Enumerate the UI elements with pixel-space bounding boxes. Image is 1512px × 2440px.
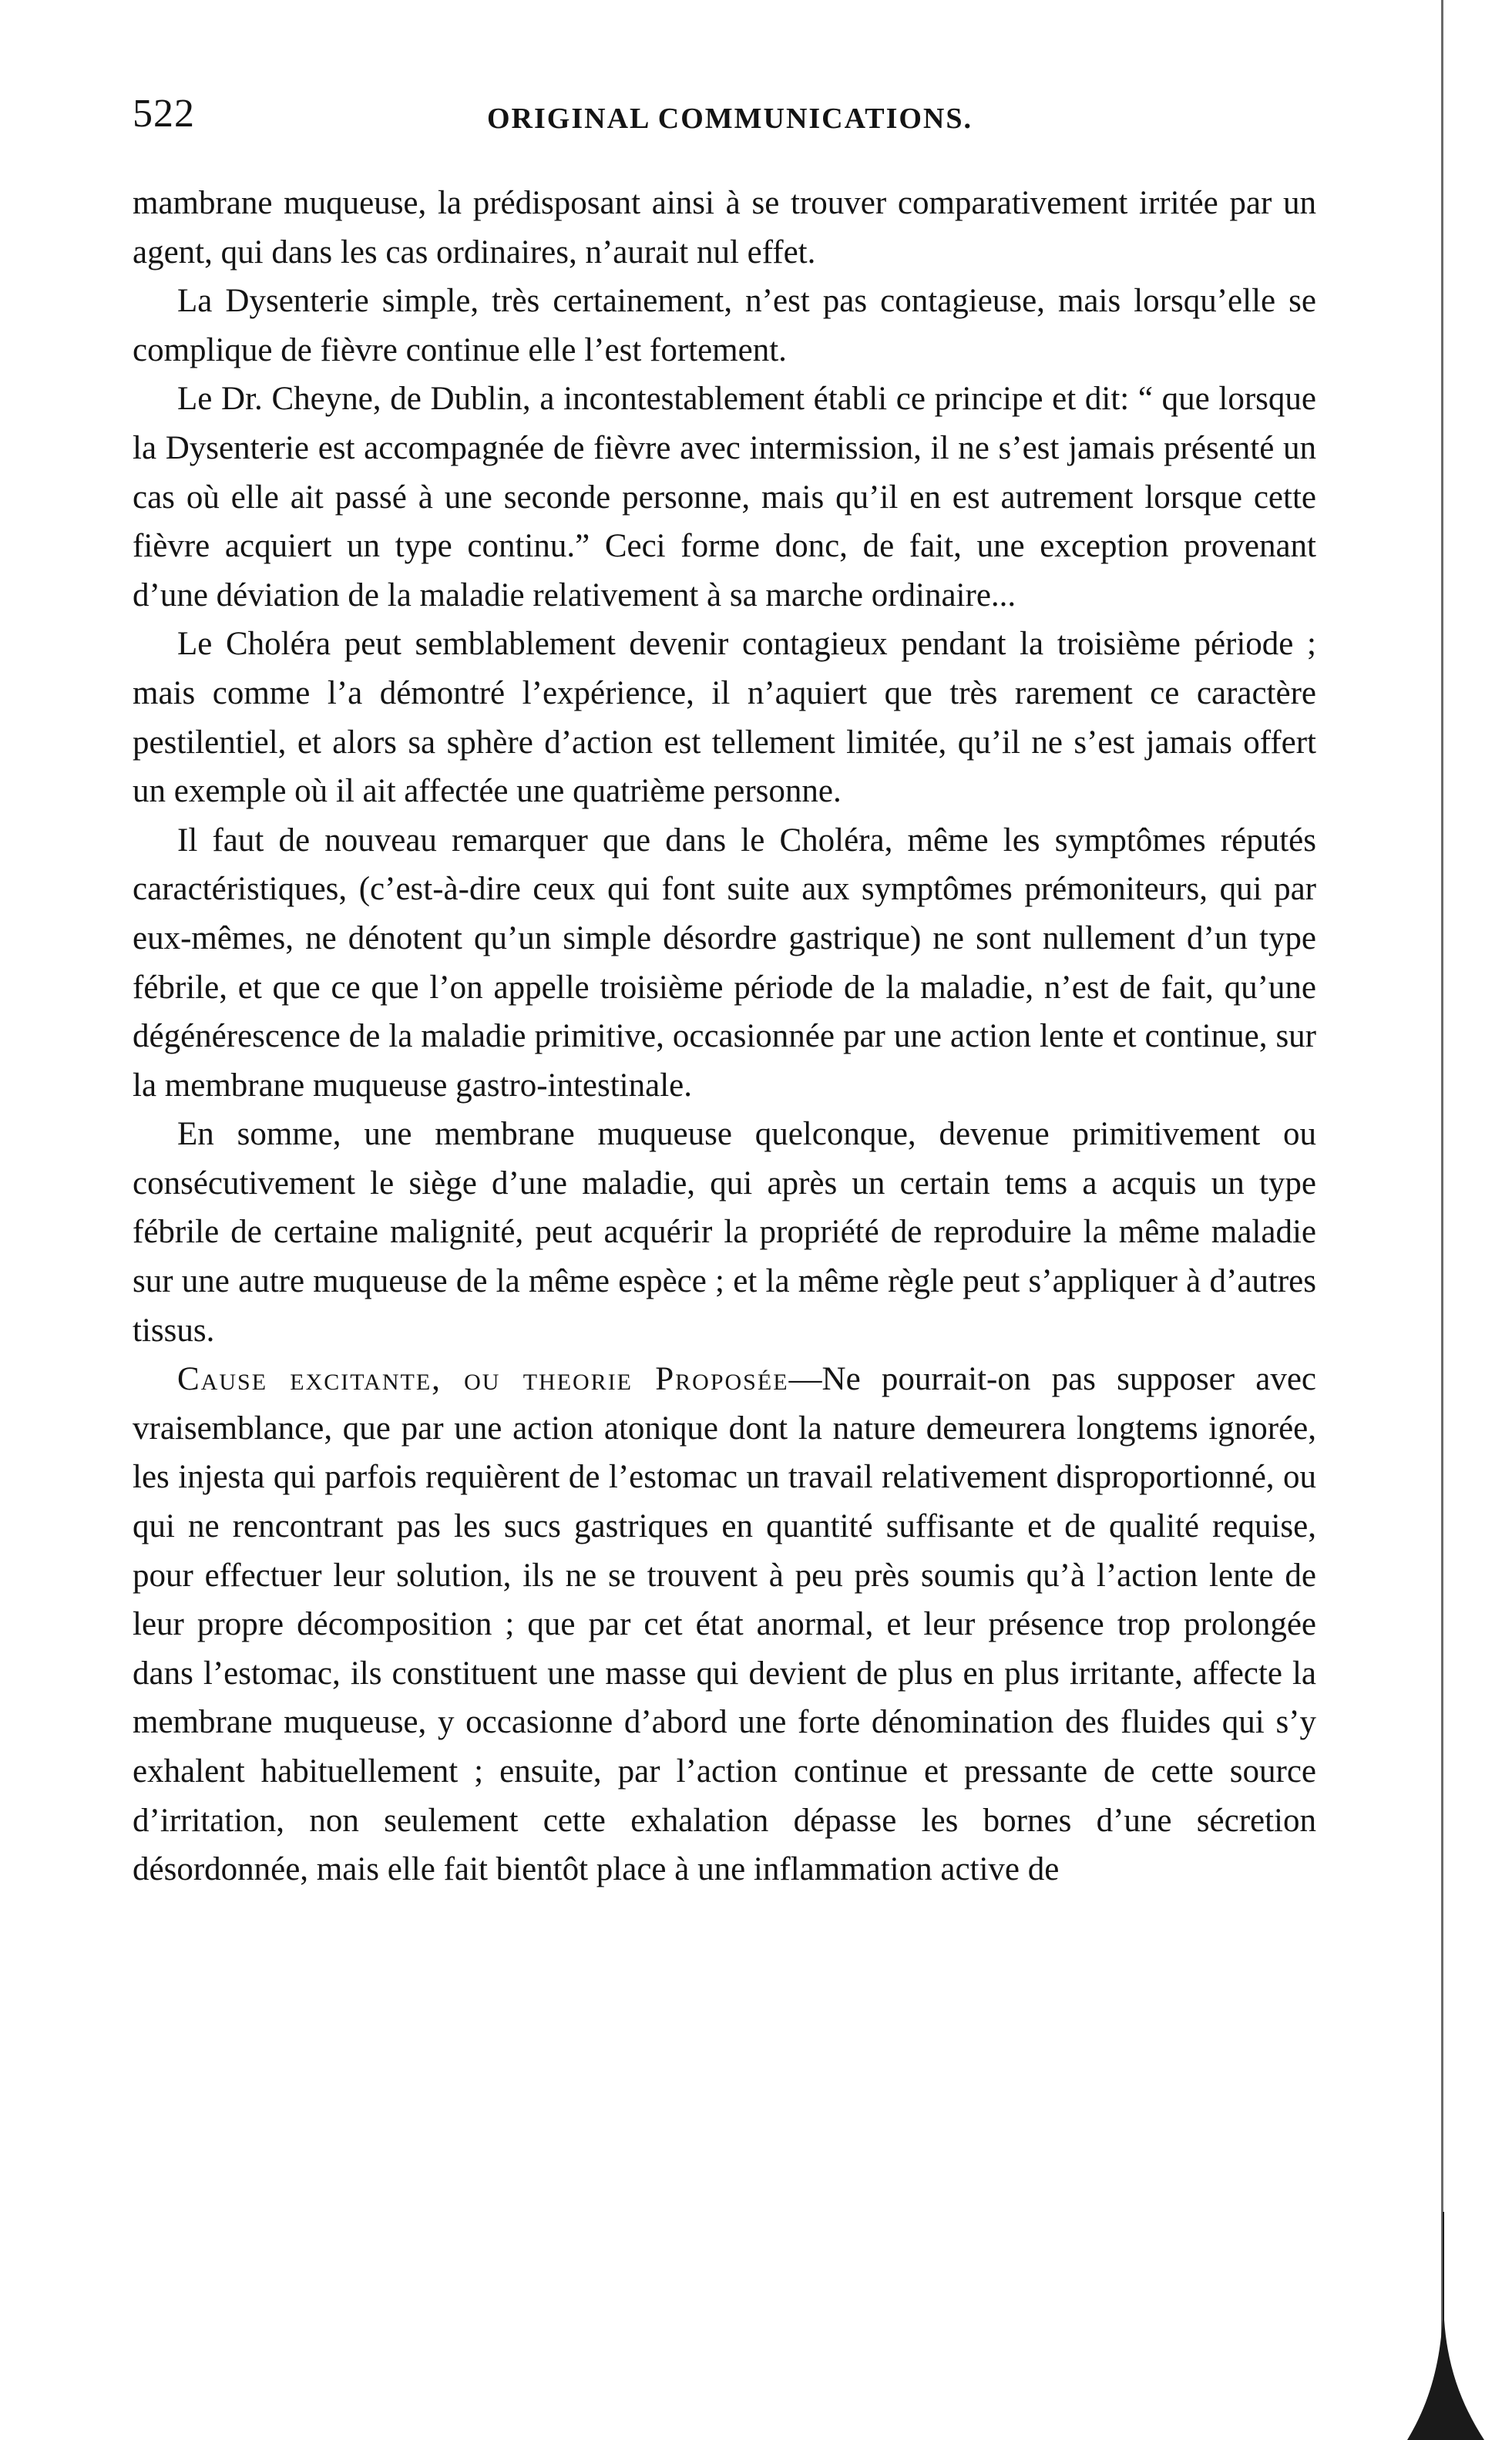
binding-margin-line — [1441, 0, 1443, 2440]
paragraph-cause-text: —Ne pourrait-on pas supposer avec vraisemblance, que par une action atonique dont la nature demeurera longtems ignorée, les injesta qui parfois requièrent de l’estomac un travail relativement disproportionné, ou qui ne rencontrant pas les sucs gastriques en quantité suffisante et de qualité requise, pour effectuer leur solution, ils ne se trouvent à peu près soumis qu’à l’action lente de leur propre décomposition ; que par cet état anormal, et leur présence trop prolongée dans l’estomac, ils constituent une masse qui devient de plus en plus irritante, affecte la membrane muqueuse, y occasionne d’abord une forte dénomination des fluides qui s’y exhalent habituellement ; ensuite, par l’action continue et pressante de cette source d’irritation, non seulement cette exhalation dépasse les bornes d’une sécretion désordonnée, mais elle fait bientôt place à une inflammation active de — [133, 1361, 1317, 1888]
page-number: 522 — [133, 92, 195, 136]
paragraph-symptomes: Il faut de nouveau remarquer que dans le Choléra, même les symptômes réputés caractéristiques, (c’est-à-dire ceux qui font suite aux symptômes prémoniteurs, qui par eux-mêmes, ne dénotent qu’un simple désordre gastrique) ne sont nullement d’un type fébrile, et que ce que l’on appelle troisième période de la maladie, n’est de fait, qu’une dégénérescence de la maladie primitive, occasionnée par une action lente et continue, sur la membrane muqueuse gastro-intestinale. — [133, 822, 1316, 1104]
page-header — [133, 91, 1319, 153]
paragraph-continuation: mambrane muqueuse, la prédisposant ainsi à se trouver comparativement irritée par un agent, qui dans les cas ordinaires, n’aurait nul effet. — [133, 185, 1316, 271]
paragraph-cheyne-quote: Le Dr. Cheyne, de Dublin, a incontestablement établi ce principe et dit: “ que lorsque la Dysenterie est accompagnée de fièvre avec intermission, il ne s’est jamais présenté un cas où elle ait passé à une seconde personne, mais qu’il en est autrement lorsque cette fièvre acquiert un type continu.” Ceci forme donc, de fait, une exception provenant d’une déviation de la maladie relativement à sa marche ordinaire... — [133, 381, 1316, 613]
paragraph-cause-excitante — [133, 1355, 1316, 1894]
binding-margin-arrow-icon — [1407, 2212, 1484, 2440]
paragraph-cholera: Le Choléra peut semblablement devenir contagieux pendant la troisième période ; mais comme l’a démontré l’expérience, il n’aquiert que très rarement ce caractère pestilentiel, et alors sa sphère d’action est tellement limitée, qu’il ne s’est jamais offert un exemple où il ait affectée une quatrième personne. — [133, 626, 1316, 810]
paragraph-en-somme: En somme, une membrane muqueuse quelconque, devenue primitivement ou consécutivement le siège d’une maladie, qui après un certain tems a acquis un type fébrile de certaine malignité, peut acquérir la propriété de reproduire la même maladie sur une autre muqueuse de la même espèce ; et la même règle peut s’appliquer à d’autres tissus. — [133, 1116, 1316, 1349]
section-heading: Cause excitante, ou theorie Proposée — [177, 1361, 789, 1398]
body-text — [133, 179, 1316, 1894]
paragraph-dysenterie: La Dysenterie simple, très certainement, n’est pas contagieuse, mais lorsqu’elle se complique de fièvre continue elle l’est fortement. — [133, 283, 1316, 368]
running-head: ORIGINAL COMMUNICATIONS. — [487, 103, 973, 135]
